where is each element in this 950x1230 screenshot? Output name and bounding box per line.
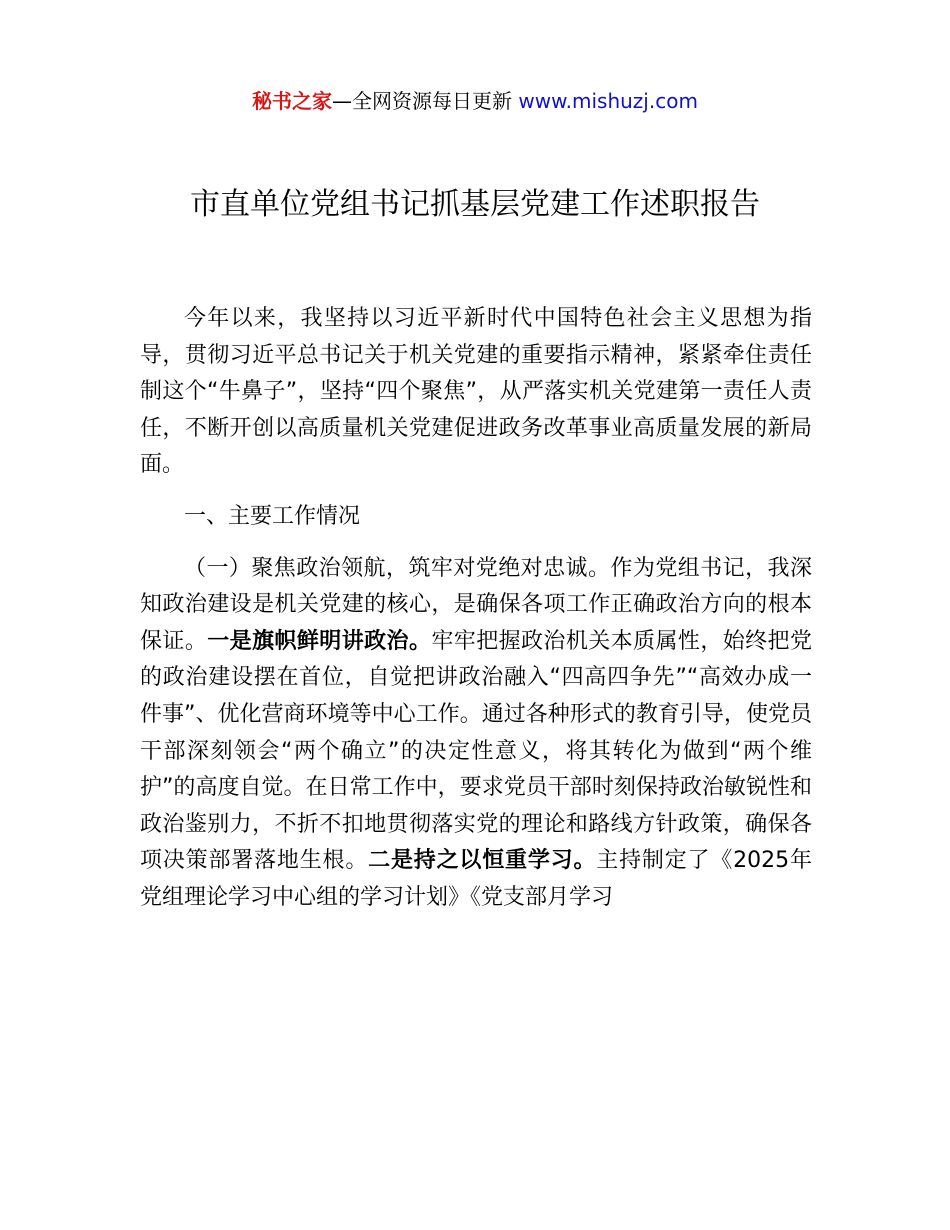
bold-point-1: 一是旗帜鲜明讲政治。	[207, 628, 432, 654]
site-header	[0, 86, 950, 116]
bold-point-2: 二是持之以恒重学习。	[368, 848, 597, 874]
section-heading: 一、主要工作情况	[184, 503, 361, 529]
document-title: 市直单位党组书记抓基层党建工作述职报告	[190, 187, 760, 222]
section-paragraph	[140, 551, 812, 917]
intro-paragraph: 今年以来，我坚持以习近平新时代中国特色社会主义思想为指导，贯彻习近平总书记关于机关党建的重要指示精神，紧紧牵住责任制这个“牛鼻子”，坚持“四个聚焦”，从严落实机关党建第一责任人责任，不断开创以高质量机关党建促进政务改革事业高质量发展的新局面。	[140, 306, 812, 478]
document-body	[140, 301, 812, 917]
paragraph-text: 主持制定了《2025年党组理论学习中心组的学习计划》《党支部月学习	[140, 848, 812, 910]
site-name: 秘书之家	[252, 89, 333, 113]
paragraph-text: 牢牢把握政治机关本质属性，始终把党的政治建设摆在首位，自觉把讲政治融入“四高四争先”“高效办成一件事”、优化营商环境等中心工作。通过各种形式的教育引导，使党员干部深刻领会“两个确立”的决定性意义，将其转化为做到“两个维护”的高度自觉。在日常工作中，要求党员干部时刻保持政治敏锐性和政治鉴别力，不折不扣地贯彻落实党的理论和路线方针政策，确保各项决策部署落地生根。	[140, 628, 812, 874]
site-tagline: —全网资源每日更新	[332, 89, 519, 113]
site-url-link[interactable]: www.mishuzj.com	[518, 89, 698, 113]
paragraph-text: （一）聚焦政治领航，筑牢对党绝对忠诚。作为党组书记，我深知政治建设是机关党建的核心，是确保各项工作正确政治方向的根本保证。	[140, 555, 812, 654]
